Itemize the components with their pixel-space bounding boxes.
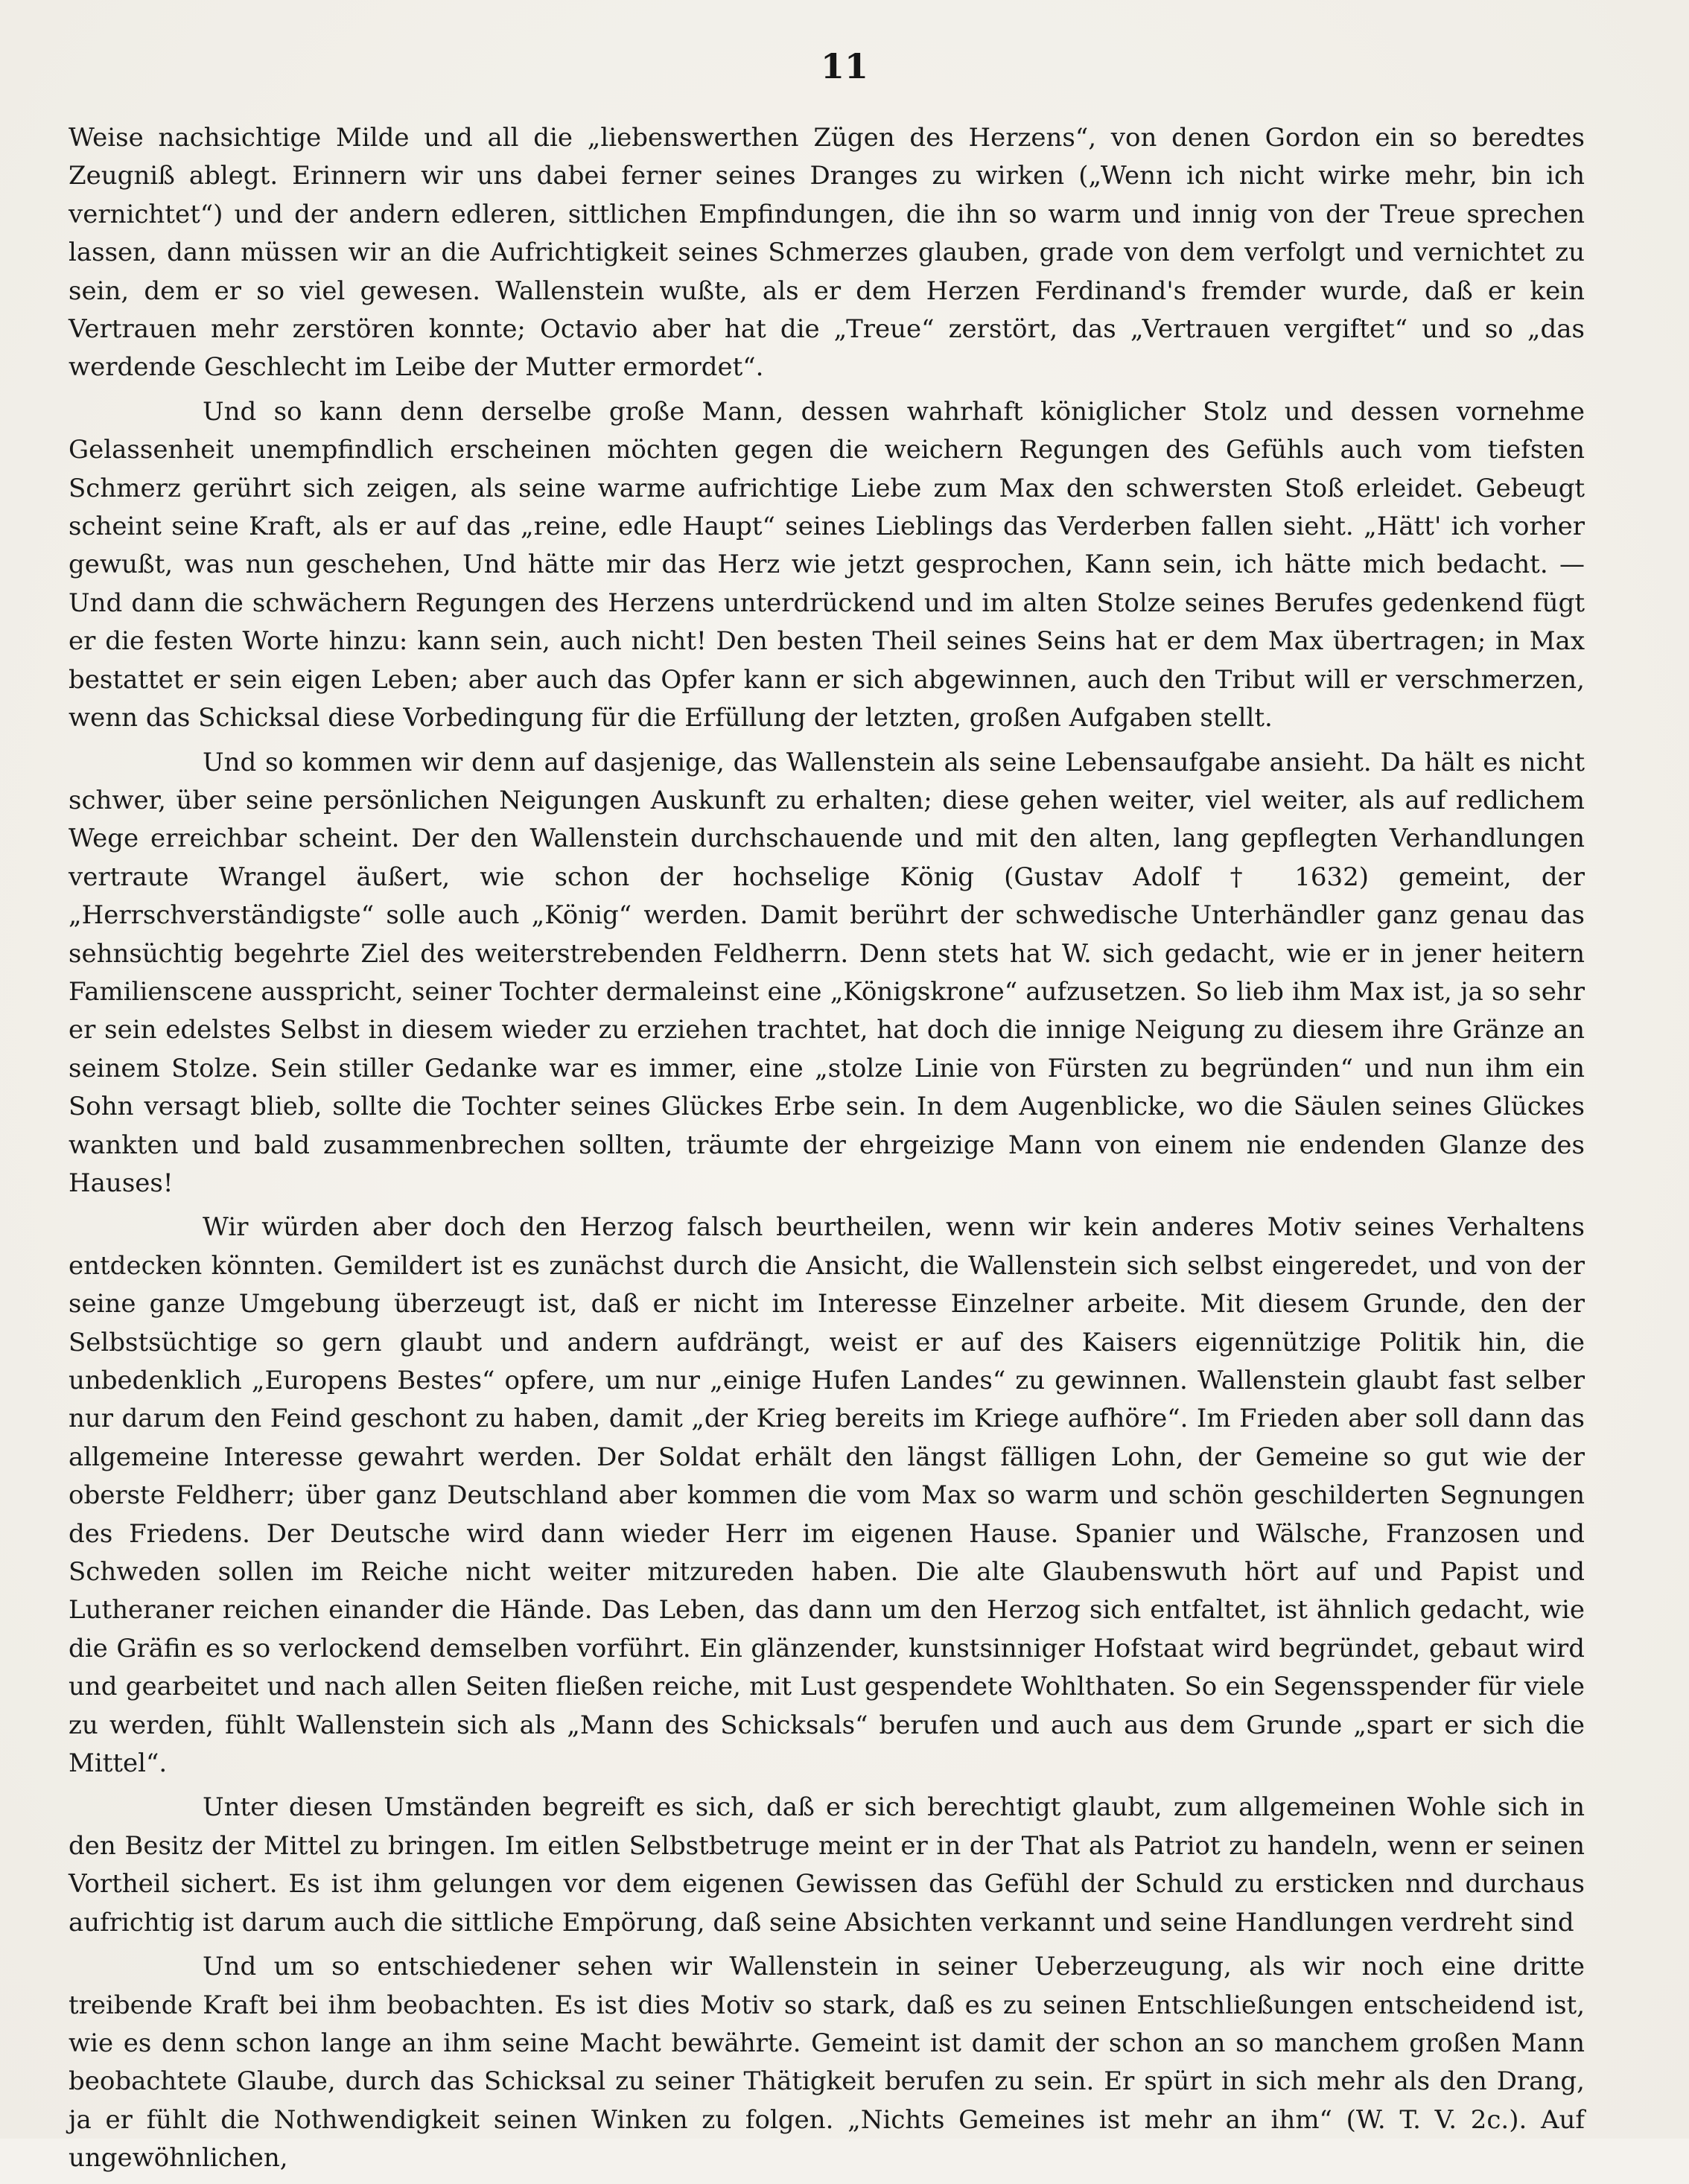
- paragraph-4: Wir würden aber doch den Herzog falsch beurtheilen, wenn wir kein anderes Motiv seines Verhaltens entdecken könnten. Gemildert ist es zunächst durch die Ansicht, die Wallenstein sich selbst eingeredet, und von der seine ganze Umgebung überzeugt ist, daß er nicht im Interesse Einzelner arbeite. Mit diesem Grunde, den der Selbstsüchtige so gern glaubt und andern aufdrängt, weist er auf des Kaisers eigennützige Politik hin, die unbedenklich „Europens Bestes“ opfere, um nur „einige Hufen Landes“ zu gewinnen. Wallenstein glaubt fast selber nur darum den Feind geschont zu haben, damit „der Krieg bereits im Kriege aufhöre“. Im Frieden aber soll dann das allgemeine Interesse gewahrt werden. Der Soldat erhält den längst fälligen Lohn, der Gemeine so gut wie der oberste Feldherr; über ganz Deutschland aber kommen die vom Max so warm und schön geschilderten Segnungen des Friedens. Der Deutsche wird dann wieder Herr im eigenen Hause. Spanier und Wälsche, Franzosen und Schweden sollen im Reiche nicht weiter mitzureden haben. Die alte Glaubenswuth hört auf und Papist und Lutheraner reichen einander die Hände. Das Leben, das dann um den Herzog sich entfaltet, ist ähnlich gedacht, wie die Gräfin es so verlockend demselben vorführt. Ein glänzender, kunstsinniger Hofstaat wird begründet, gebaut wird und gearbeitet und nach allen Seiten fließen reiche, mit Lust gespendete Wohlthaten. So ein Segensspender für viele zu werden, fühlt Wallenstein sich als „Mann des Schicksals“ berufen und auch aus dem Grunde „spart er sich die Mittel“.: [69, 1212, 1585, 1779]
- paragraph-5: Unter diesen Umständen begreift es sich, daß er sich berechtigt glaubt, zum allgemeinen Wohle sich in den Besitz der Mittel zu bringen. Im eitlen Selbstbetruge meint er in der That als Patriot zu handeln, wenn er seinen Vortheil sichert. Es ist ihm gelungen vor dem eigenen Gewissen das Gefühl der Schuld zu ersticken nnd durchaus aufrichtig ist darum auch die sittliche Empörung, daß seine Absichten verkannt und seine Handlungen verdreht sind: [69, 1792, 1585, 1938]
- paragraph-3: Und so kommen wir denn auf dasjenige, das Wallenstein als seine Lebensaufgabe ansieht. Da hält es nicht schwer, über seine persönlichen Neigungen Auskunft zu erhalten; diese gehen weiter, viel weiter, als auf redlichem Wege erreichbar scheint. Der den Wallenstein durchschauende und mit den alten, lang gepflegten Verhandlungen vertraute Wrangel äußert, wie schon der hochselige König (Gustav Adolf † 1632) gemeint, der „Herrschverständigste“ solle auch „König“ werden. Damit berührt der schwedische Unterhändler ganz genau das sehnsüchtig begehrte Ziel des weiterstrebenden Feldherrn. Denn stets hat W. sich gedacht, wie er in jener heitern Familienscene ausspricht, seiner Tochter dermaleinst eine „Königskrone“ aufzusetzen. So lieb ihm Max ist, ja so sehr er sein edelstes Selbst in diesem wieder zu erziehen trachtet, hat doch die innige Neigung zu diesem ihre Gränze an seinem Stolze. Sein stiller Gedanke war es immer, eine „stolze Linie von Fürsten zu begründen“ und nun ihm ein Sohn versagt blieb, sollte die Tochter seines Glückes Erbe sein. In dem Augenblicke, wo die Säulen seines Glückes wankten und bald zusammenbrechen sollten, träumte der ehrgeizige Mann von einem nie endenden Glanze des Hauses!: [69, 747, 1585, 1198]
- paragraph-6: Und um so entschiedener sehen wir Wallenstein in seiner Ueberzeugung, als wir noch eine dritte treibende Kraft bei ihm beobachten. Es ist dies Motiv so stark, daß es zu seinen Entschließungen entscheidend ist, wie es denn schon lange an ihm seine Macht bewährte. Gemeint ist damit der schon an so manchem großen Mann beobachtete Glaube, durch das Schicksal zu seiner Thätigkeit berufen zu sein. Er spürt in sich mehr als den Drang, ja er fühlt die Nothwendigkeit seinen Winken zu folgen. „Nichts Gemeines ist mehr an ihm“ (W. T. V. 2c.). Auf ungewöhnlichen,: [69, 1952, 1585, 2174]
- page-number: 11: [820, 46, 868, 86]
- body-text: [69, 119, 1585, 2184]
- paragraph-2: Und so kann denn derselbe große Mann, dessen wahrhaft königlicher Stolz und dessen vornehme Gelassenheit unempfindlich erscheinen möchten gegen die weichern Regungen des Gefühls auch vom tiefsten Schmerz gerührt sich zeigen, als seine warme aufrichtige Liebe zum Max den schwersten Stoß erleidet. Gebeugt scheint seine Kraft, als er auf das „reine, edle Haupt“ seines Lieblings das Verderben fallen sieht. „Hätt' ich vorher gewußt, was nun geschehen, Und hätte mir das Herz wie jetzt gesprochen, Kann sein, ich hätte mich bedacht. — Und dann die schwächern Regungen des Herzens unterdrückend und im alten Stolze seines Berufes gedenkend fügt er die festen Worte hinzu: kann sein, auch nicht! Den besten Theil seines Seins hat er dem Max übertragen; in Max bestattet er sein eigen Leben; aber auch das Opfer kann er sich abgewinnen, auch den Tribut will er verschmerzen, wenn das Schicksal diese Vorbedingung für die Erfüllung der letzten, großen Aufgaben stellt.: [69, 396, 1585, 733]
- paragraph-1: Weise nachsichtige Milde und all die „liebenswerthen Zügen des Herzens“, von denen Gordon ein so beredtes Zeugniß ablegt. Erinnern wir uns dabei ferner seines Dranges zu wirken („Wenn ich nicht wirke mehr, bin ich vernichtet“) und der andern edleren, sittlichen Empfindungen, die ihn so warm und innig von der Treue sprechen lassen, dann müssen wir an die Aufrichtigkeit seines Schmerzes glauben, grade von dem verfolgt und vernichtet zu sein, dem er so viel gewesen. Wallenstein wußte, als er dem Herzen Ferdinand's fremder wurde, daß er kein Vertrauen mehr zerstören konnte; Octavio aber hat die „Treue“ zerstört, das „Vertrauen vergiftet“ und so „das werdende Geschlecht im Leibe der Mutter ermordet“.: [69, 123, 1585, 383]
